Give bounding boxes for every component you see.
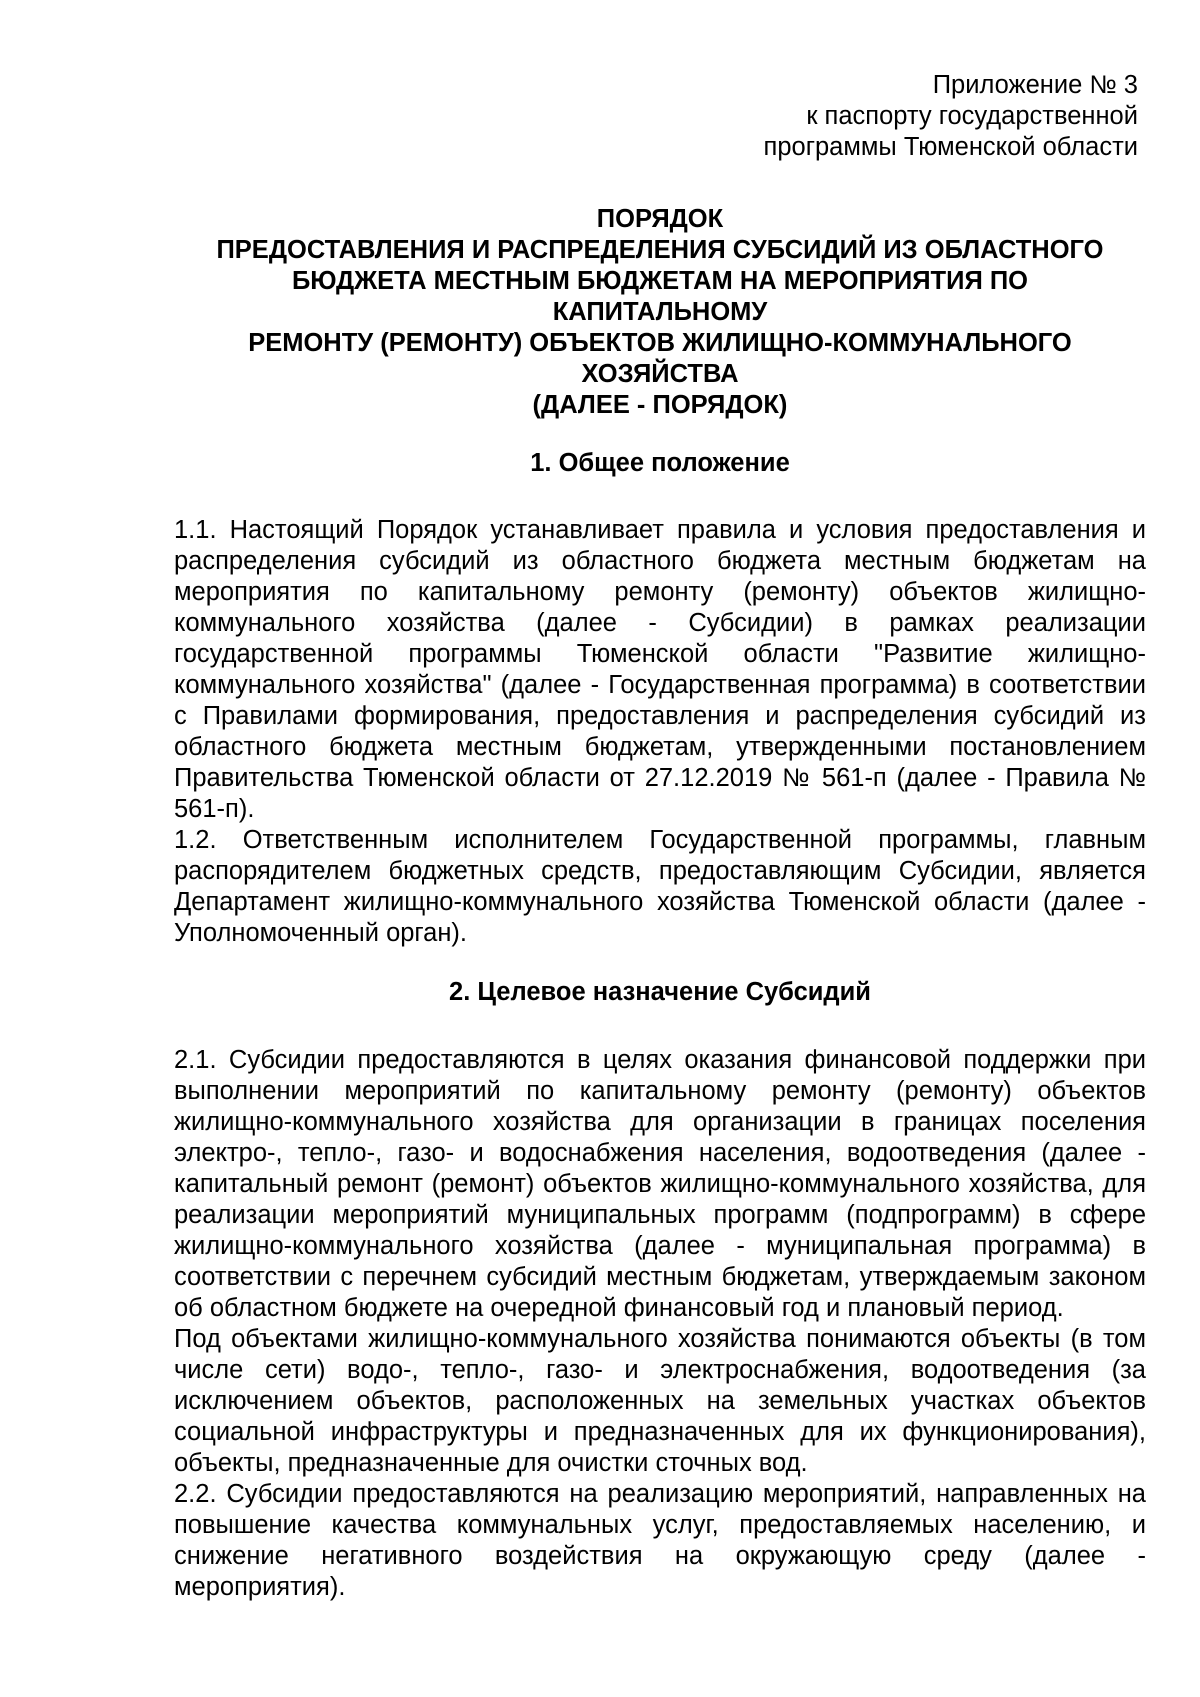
- paragraph-2-1-objects: Под объектами жилищно-коммунального хозяйства понимаются объекты (в том числе сети) водо-, тепло-, газо- и электроснабжения, водоотведения (за исключением объектов, расположенных на земельных участках объектов социальной инфраструктуры и предназначенных для их функционирования), объекты, предназначенные для очистки сточных вод.: [174, 1325, 1146, 1477]
- paragraph-1-1: 1.1. Настоящий Порядок устанавливает правила и условия предоставления и распределения субсидий из областного бюджета местным бюджетам на мероприятия по капитальному ремонту (ремонту) объектов жилищно-коммунального хозяйства (далее - Субсидии) в рамках реализации государственной программы Тюменской области "Развитие жилищно-коммунального хозяйства" (далее - Государственная программа) в соответствии с Правилами формирования, предоставления и распределения субсидий из областного бюджета местным бюджетам, утвержденными постановлением Правительства Тюменской области от 27.12.2019 № 561-п (далее - Правила № 561-п).: [174, 516, 1146, 823]
- title-line: ПРЕДОСТАВЛЕНИЯ И РАСПРЕДЕЛЕНИЯ СУБСИДИЙ ИЗ ОБЛАСТНОГО: [216, 236, 1104, 264]
- appendix-note: [174, 70, 1146, 163]
- paragraph-2-2: 2.2. Субсидии предоставляются на реализацию мероприятий, направленных на повышение качества коммунальных услуг, предоставляемых населению, и снижение негативного воздействия на окружающую среду (далее - мероприятия).: [174, 1480, 1146, 1601]
- title-line: БЮДЖЕТА МЕСТНЫМ БЮДЖЕТАМ НА МЕРОПРИЯТИЯ ПО: [291, 267, 1029, 295]
- document-title: [174, 204, 1146, 421]
- document-page: [174, 70, 1146, 1603]
- title-line: КАПИТАЛЬНОМУ: [552, 298, 768, 326]
- appendix-line: Приложение № 3: [932, 71, 1138, 99]
- paragraph-2-1: 2.1. Субсидии предоставляются в целях оказания финансовой поддержки при выполнении мероприятий по капитальному ремонту (ремонту) объектов жилищно-коммунального хозяйства для организации в границах поселения электро-, тепло-, газо- и водоснабжения населения, водоотведения (далее - капитальный ремонт (ремонт) объектов жилищно-коммунального хозяйства, для реализации мероприятий муниципальных программ (подпрограмм) в сфере жилищно-коммунального хозяйства (далее - муниципальная программа) в соответствии с перечнем субсидий местным бюджетам, утверждаемым законом об областном бюджете на очередной финансовый год и плановый период.: [174, 1046, 1146, 1322]
- appendix-line: к паспорту государственной: [806, 102, 1138, 130]
- title-line: ХОЗЯЙСТВА: [581, 360, 739, 388]
- title-line: ПОРЯДОК: [596, 205, 724, 233]
- title-line: (ДАЛЕЕ - ПОРЯДОК): [532, 391, 788, 419]
- appendix-line: программы Тюменской области: [763, 133, 1138, 161]
- paragraph-1-2: 1.2. Ответственным исполнителем Государственной программы, главным распорядителем бюджетных средств, предоставляющим Субсидии, является Департамент жилищно-коммунального хозяйства Тюменской области (далее - Уполномоченный орган).: [174, 826, 1146, 947]
- title-line: РЕМОНТУ (РЕМОНТУ) ОБЪЕКТОВ ЖИЛИЩНО-КОММУНАЛЬНОГО: [248, 329, 1072, 357]
- section-heading-2: 2. Целевое назначение Субсидий: [449, 978, 871, 1006]
- section-heading-1: 1. Общее положение: [530, 449, 790, 477]
